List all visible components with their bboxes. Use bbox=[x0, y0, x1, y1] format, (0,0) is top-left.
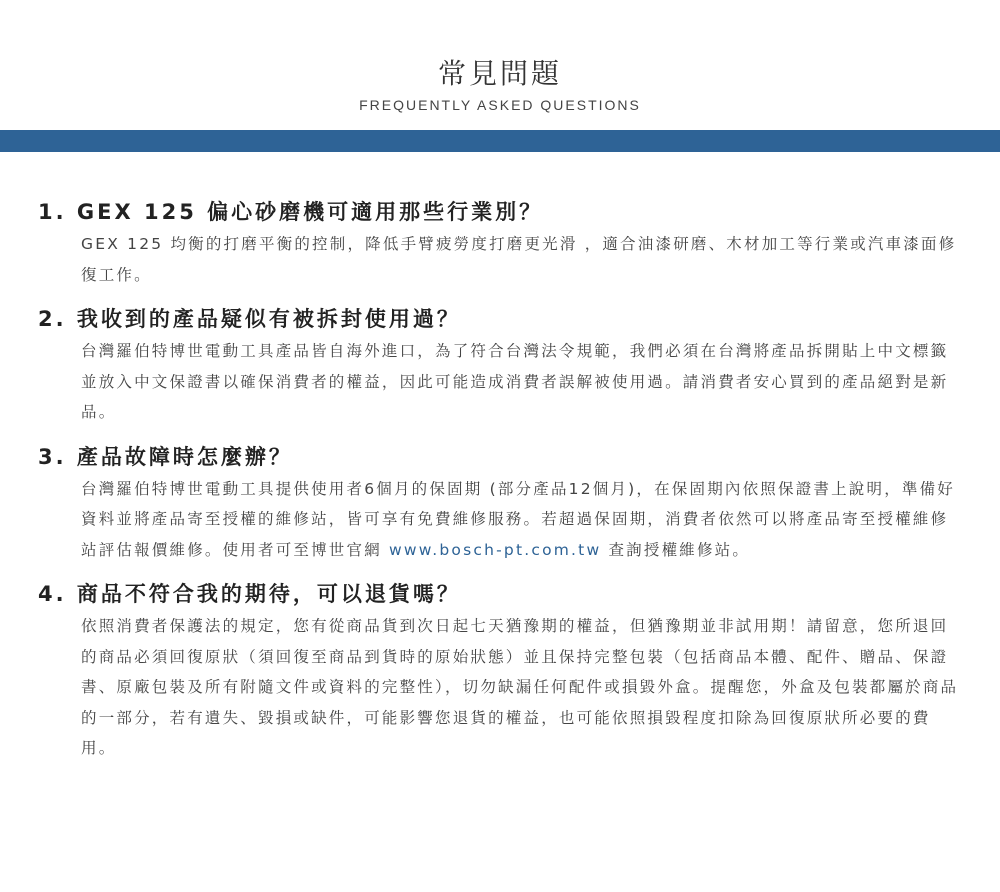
faq-answer-3-text-before: 台灣羅伯特博世電動工具提供使用者6個月的保固期 (部分產品12個月)，在保固期內依照保證書上說明，準備好資料並將產品寄至授權的維修站，皆可享有免費維修服務。若超過保固期，消費者依然可以將產品寄至授權維修站評估報價維修。使用者可至博世官網 bbox=[81, 479, 956, 559]
faq-item-2 bbox=[38, 304, 964, 428]
faq-question-4: 4. 商品不符合我的期待，可以退貨嗎？ bbox=[38, 582, 461, 606]
faq-answer-1: GEX 125 均衡的打磨平衡的控制，降低手臂疲勞度打磨更光滑 ，適合油漆研磨、木材加工等行業或汽車漆面修復工作。 bbox=[81, 235, 957, 284]
faq-question-3: 3. 產品故障時怎麼辦？ bbox=[38, 444, 293, 469]
faq-item-3 bbox=[38, 442, 964, 566]
page-title: 常見問題 bbox=[437, 57, 562, 90]
bosch-website-link[interactable]: www.bosch-pt.com.tw bbox=[389, 540, 602, 559]
faq-answer-3 bbox=[38, 474, 964, 566]
faq-list bbox=[0, 152, 1000, 764]
header-band bbox=[0, 130, 1000, 152]
faq-item-1 bbox=[38, 197, 964, 290]
faq-header bbox=[0, 0, 1000, 114]
faq-question-2: 2. 我收到的產品疑似有被拆封使用過？ bbox=[38, 307, 461, 331]
faq-answer-2: 台灣羅伯特博世電動工具產品皆自海外進口，為了符合台灣法令規範，我們必須在台灣將產品拆開貼上中文標籤並放入中文保證書以確保消費者的權益，因此可能造成消費者誤解被使用過。請消費者安心買到的產品絕對是新品。 bbox=[81, 342, 949, 421]
faq-answer-4: 依照消費者保護法的規定，您有從商品貨到次日起七天猶豫期的權益，但猶豫期並非試用期！請留意，您所退回的商品必須回復原狀（須回復至商品到貨時的原始狀態）並且保持完整包裝（包括商品本體、配件、贈品、保證書、原廠包裝及所有附隨文件或資料的完整性），切勿缺漏任何配件或損毀外盒。提醒您，外盒及包裝都屬於商品的一部分，若有遺失、毀損或缺件，可能影響您退貨的權益，也可能依照損毀程度扣除為回復原狀所必要的費用。 bbox=[81, 617, 959, 757]
faq-item-4 bbox=[38, 579, 964, 764]
faq-answer-3-text-after: 查詢授權維修站。 bbox=[601, 540, 751, 559]
faq-question-1: 1. GEX 125 偏心砂磨機可適用那些行業別？ bbox=[38, 200, 544, 224]
page-subtitle: FREQUENTLY ASKED QUESTIONS bbox=[359, 97, 641, 113]
